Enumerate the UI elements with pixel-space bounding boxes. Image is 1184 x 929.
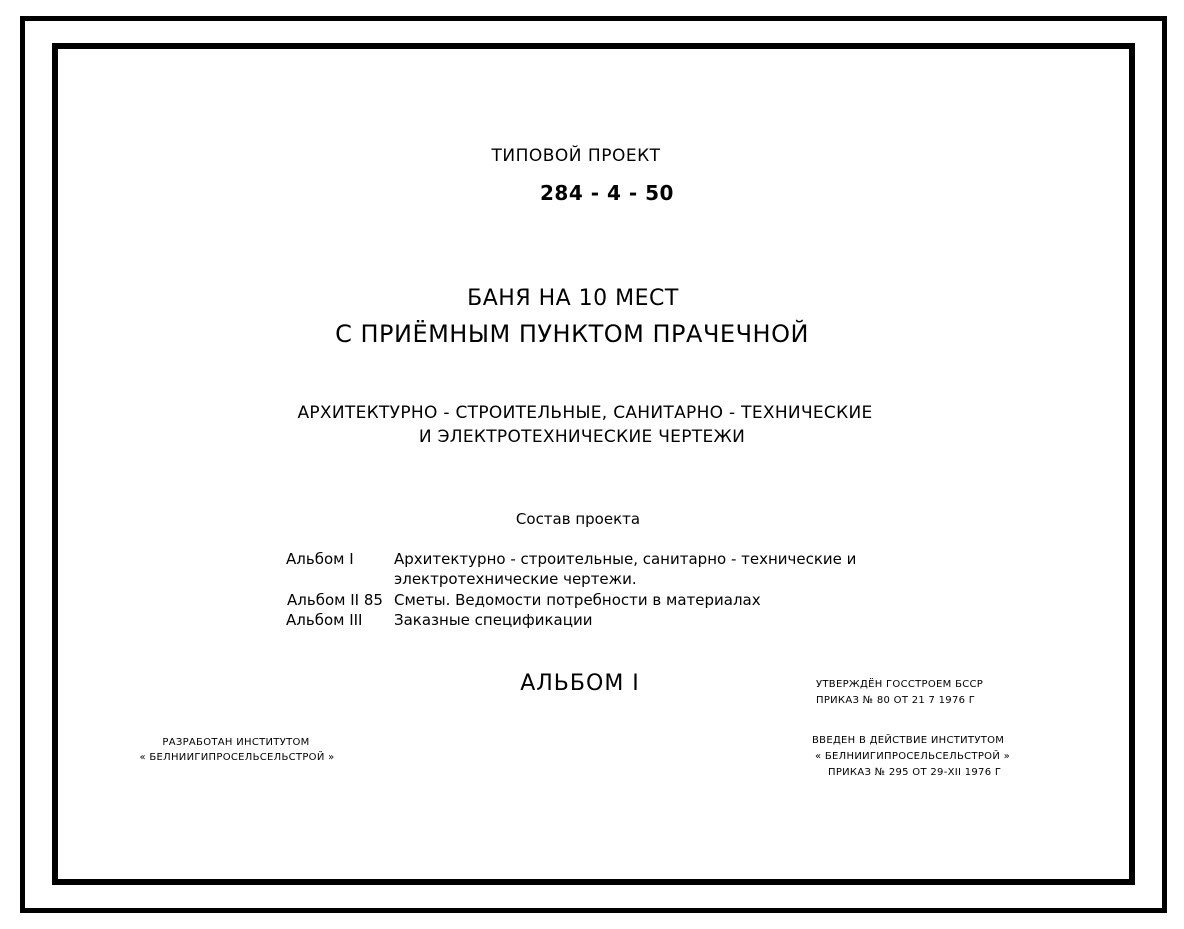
album-2-label: Альбом II 85 — [287, 591, 383, 609]
subtitle-line-2: И ЭЛЕКТРОТЕХНИЧЕСКИЕ ЧЕРТЕЖИ — [418, 427, 746, 447]
current-album-title: АЛЬБОМ I — [520, 671, 640, 696]
doc-number: 284 - 4 - 50 — [540, 181, 674, 205]
title-line-1: БАНЯ НА 10 МЕСТ — [467, 286, 679, 311]
doc-type: ТИПОВОЙ ПРОЕКТ — [491, 146, 661, 166]
approval-line-1: УТВЕРЖДЁН ГОССТРОЕМ БССР — [816, 679, 984, 690]
album-3-desc: Заказные спецификации — [394, 611, 593, 629]
enacted-line-1: ВВЕДЕН В ДЕЙСТВИЕ ИНСТИТУТОМ — [812, 735, 1005, 746]
contents-heading: Состав проекта — [515, 510, 641, 528]
enacted-line-2: « БЕЛНИИГИПРОСЕЛЬСЕЛЬСТРОЙ » — [815, 751, 1011, 762]
album-2-desc: Сметы. Ведомости потребности в материалах — [394, 591, 761, 609]
enacted-line-3: ПРИКАЗ № 295 ОТ 29-XII 1976 Г — [828, 767, 1002, 778]
album-1-desc: Архитектурно - строительные, санитарно - технические и — [394, 550, 857, 568]
developer-line-2: « БЕЛНИИГИПРОСЕЛЬСЕЛЬСТРОЙ » — [139, 752, 335, 763]
title-line-2: С ПРИЁМНЫМ ПУНКТОМ ПРАЧЕЧНОЙ — [335, 320, 809, 348]
album-1-label: Альбом I — [286, 550, 354, 568]
subtitle-line-1: АРХИТЕКТУРНО - СТРОИТЕЛЬНЫЕ, САНИТАРНО - ТЕХНИЧЕСКИЕ — [297, 403, 873, 423]
approval-line-2: ПРИКАЗ № 80 ОТ 21 7 1976 Г — [816, 695, 976, 706]
album-3-label: Альбом III — [286, 611, 363, 629]
developer-line-1: РАЗРАБОТАН ИНСТИТУТОМ — [162, 737, 310, 748]
album-1-desc-cont: электротехнические чертежи. — [394, 570, 637, 588]
